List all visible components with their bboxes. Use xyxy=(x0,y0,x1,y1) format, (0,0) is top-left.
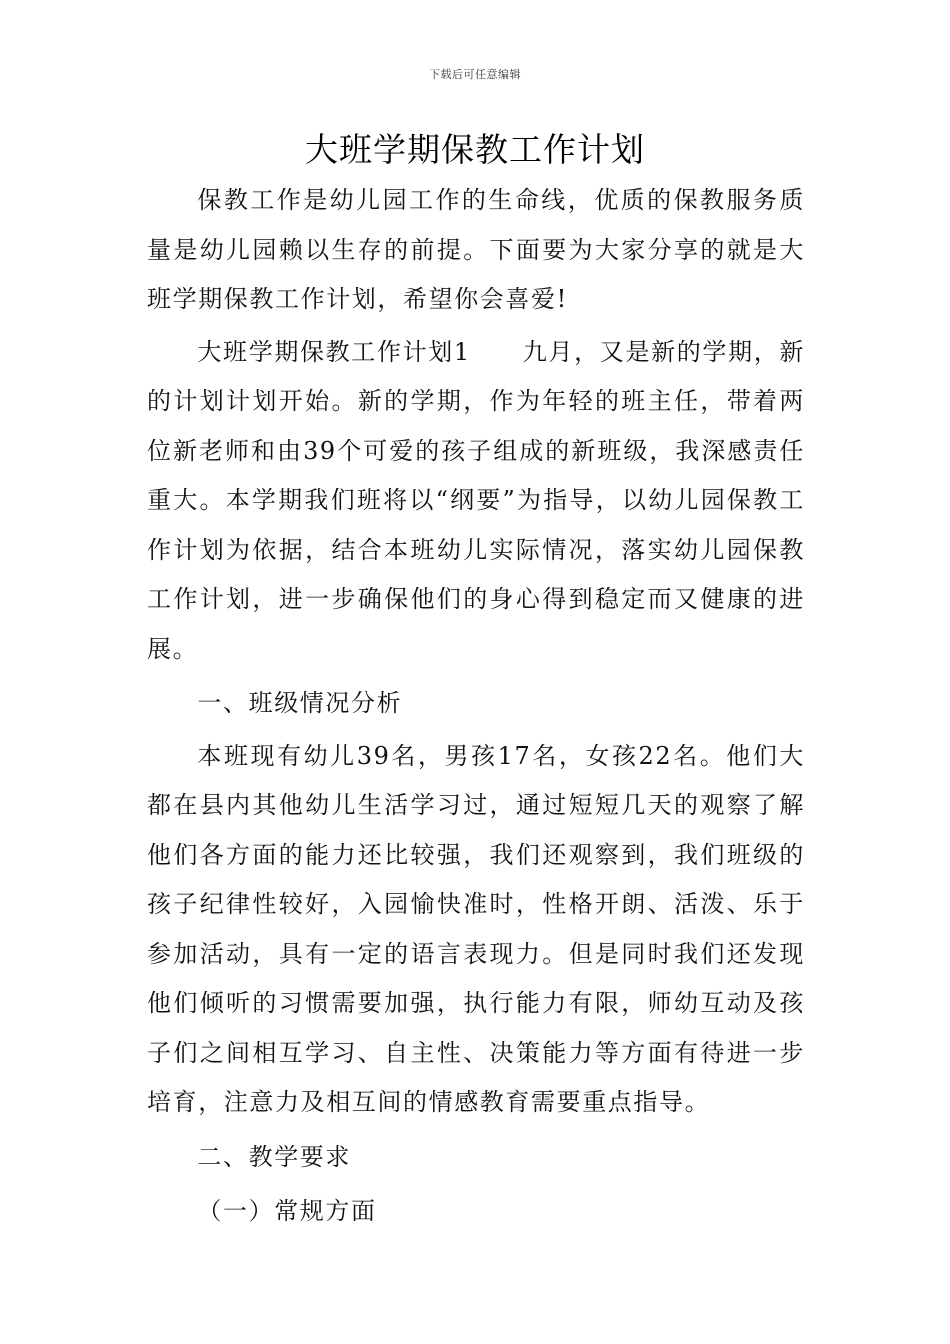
plan-text: 九月，又是新的学期，新的计划计划开始。新的学期，作为年轻的班主任，带着两位新老师和由39个可爱的孩子组成的新班级，我深感责任重大。本学期我们班将以“纲要”为指导，以幼儿园保教工作计划为依据，结合本班幼儿实际情况，落实幼儿园保教工作计划，进一步确保他们的身心得到稳定而又健康的进展。 xyxy=(147,337,805,663)
section2-heading: 二、教学要求 xyxy=(197,1142,351,1171)
header-note: 下载后可任意编辑 xyxy=(429,68,521,81)
section1-heading: 一、班级情况分析 xyxy=(197,689,403,717)
section1-paragraph: 本班现有幼儿39名，男孩17名，女孩22名。他们大都在县内其他幼儿生活学习过，通过短短几天的观察了解他们各方面的能力还比较强，我们还观察到，我们班级的孩子纪律性较好，入园愉快准时，性格开朗、活泼、乐于参加活动，具有一定的语言表现力。但是同时我们还发现他们倾听的习惯需要加强，执行能力有限，师幼互动及孩子们之间相互学习、自主性、决策能力等方面有待进一步培育，注意力及相互间的情感教育需要重点指导。 xyxy=(147,741,805,1116)
document-body xyxy=(147,176,805,1237)
plan-label: 大班学期保教工作计划1 xyxy=(197,337,471,366)
plan-paragraph xyxy=(147,328,805,675)
subsection1-heading: （一）常规方面 xyxy=(197,1197,377,1225)
document-title: 大班学期保教工作计划 xyxy=(305,130,645,169)
intro-paragraph: 保教工作是幼儿园工作的生命线，优质的保教服务质量是幼儿园赖以生存的前提。下面要为大家分享的就是大班学期保教工作计划，希望你会喜爱! xyxy=(147,186,805,313)
